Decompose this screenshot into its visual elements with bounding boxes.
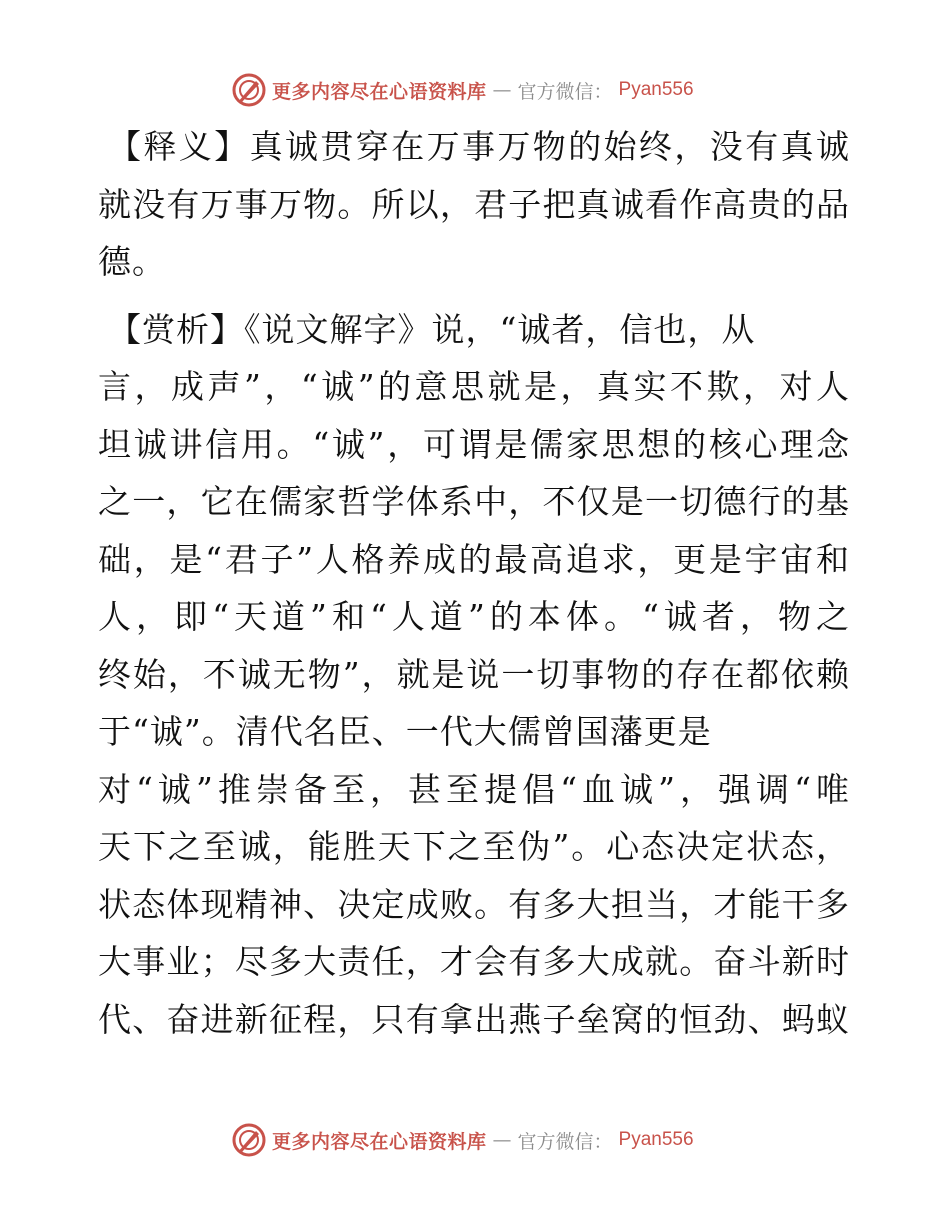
paragraph-explanation [98,118,850,291]
text-line: 大事业；尽多大责任，才会有多大成就。奋斗新时 [98,942,850,981]
text-line: 对“诚”推崇备至，甚至提倡“血诚”，强调“唯 [98,769,850,809]
text-line: 坦诚讲信用。“诚”，可谓是儒家思想的核心理念 [98,424,850,464]
watermark-main-text: 更多内容尽在心语资料库 [272,80,487,103]
text-line: 【赏析】《说文解字》说，“诚者，信也，从 [108,309,756,349]
watermark-dash: — [492,1129,512,1151]
watermark-wechat-label: 官方微信： [517,80,613,103]
quill-logo-icon [232,73,266,107]
text-line: 【释义】真诚贯穿在万事万物的始终，没有真诚 [108,127,850,166]
text-line: 代、奋进新征程，只有拿出燕子垒窝的恒劲、蚂蚁 [98,999,850,1039]
document-body [98,118,850,1048]
header-watermark [232,72,732,108]
watermark-dash: — [492,79,512,101]
text-line: 状态体现精神、决定成败。有多大担当，才能干多 [98,884,850,924]
text-line: 础，是“君子”人格养成的最高追求，更是宇宙和 [98,539,850,579]
quill-logo-icon [232,1123,266,1157]
footer-watermark [232,1122,732,1158]
text-line: 人，即“天道”和“人道”的本体。“诚者，物之 [98,597,850,636]
text-line: 之一，它在儒家哲学体系中，不仅是一切德行的基 [98,482,850,521]
watermark-main-text: 更多内容尽在心语资料库 [272,1130,487,1153]
text-line: 终始，不诚无物”，就是说一切事物的存在都依赖 [98,654,850,694]
text-line: 于“诚”。清代名臣、一代大儒曾国藩更是 [98,712,712,751]
text-line: 德。 [98,242,166,281]
watermark-wechat-id: Pyan556 [618,1129,694,1150]
text-line: 言，成声”，“诚”的意思就是，真实不欺，对人 [98,367,850,406]
watermark-wechat-id: Pyan556 [618,79,694,100]
paragraph-appreciation [98,301,850,1049]
text-line: 就没有万事万物。所以，君子把真诚看作高贵的品 [98,184,850,224]
text-line: 天下之至诚，能胜天下之至伪”。心态决定状态， [98,827,850,866]
watermark-wechat-label: 官方微信： [517,1130,613,1153]
